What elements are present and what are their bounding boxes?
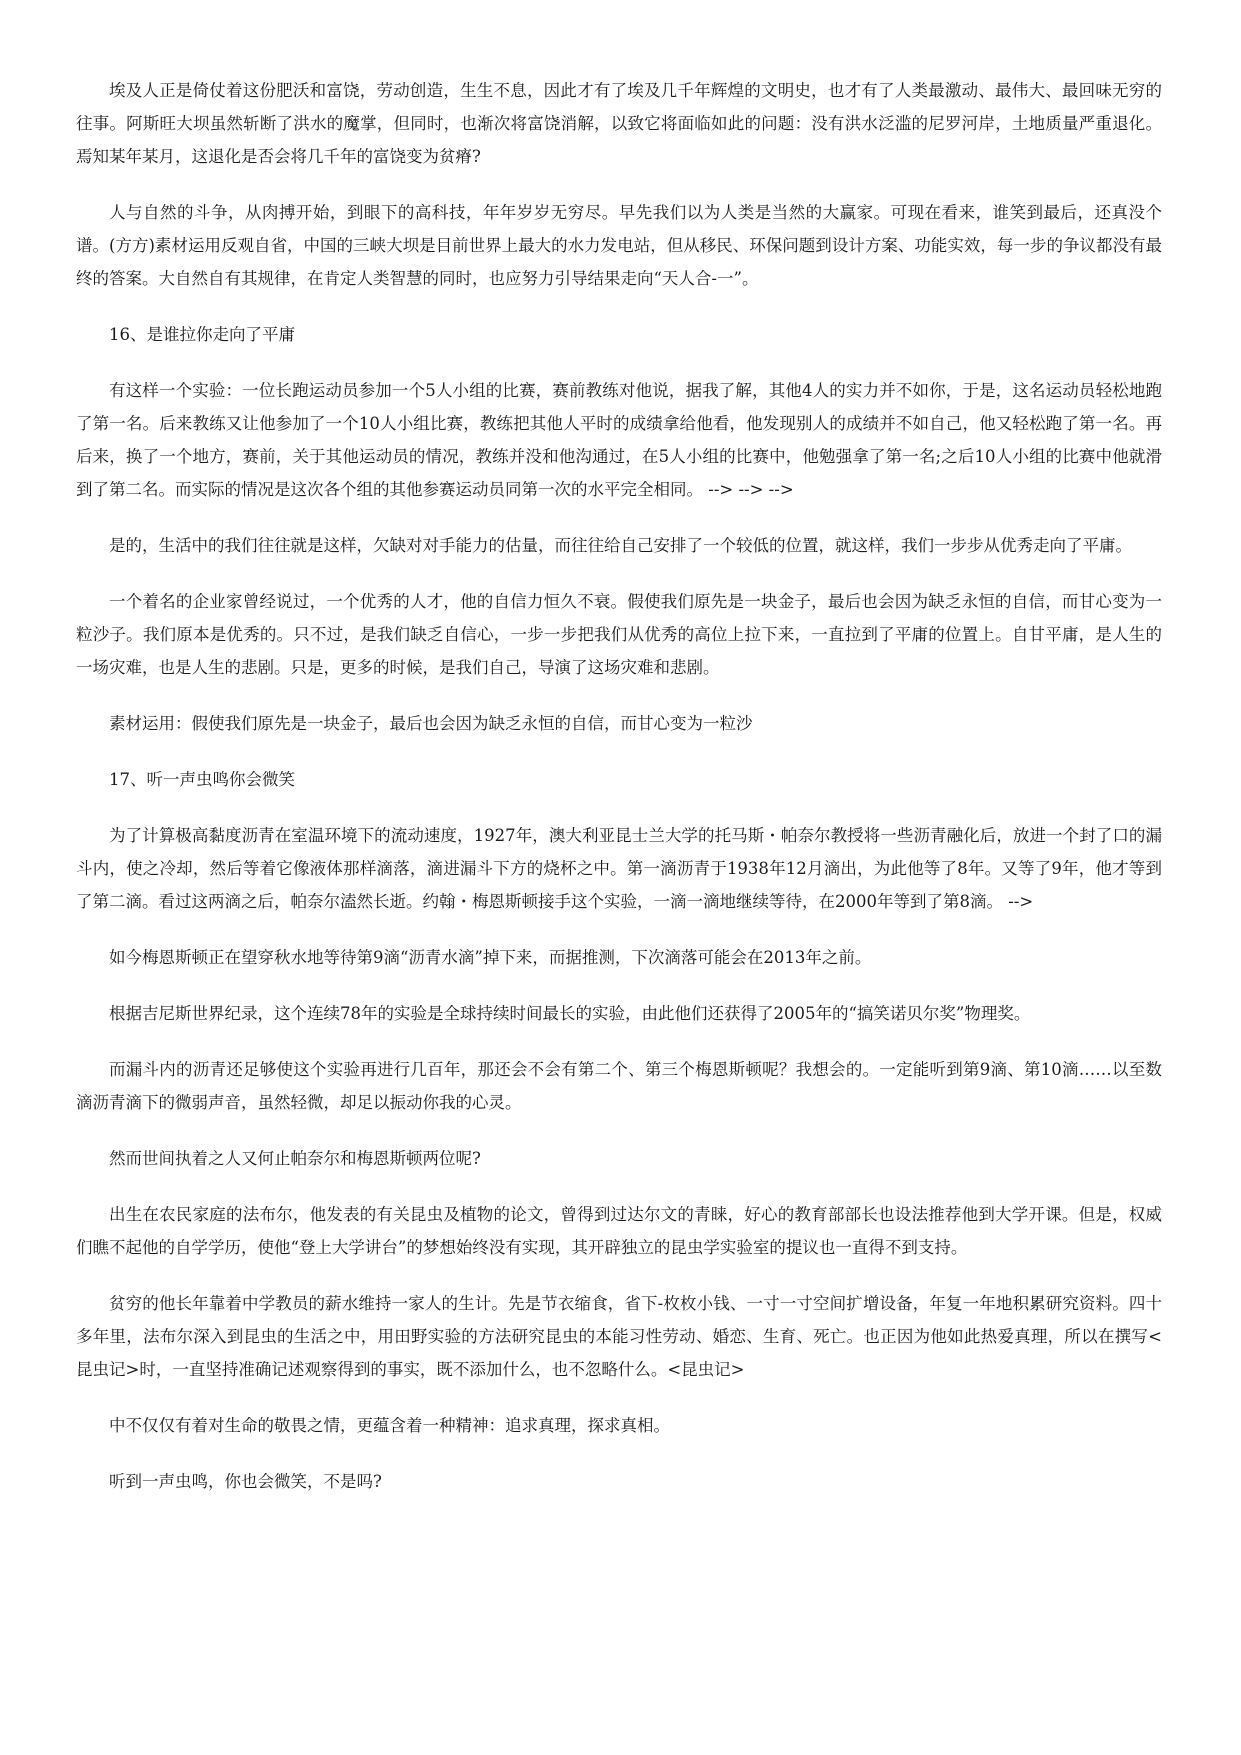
paragraph-egypt-fertility: 埃及人正是倚仗着这份肥沃和富饶，劳动创造，生生不息，因此才有了埃及几千年辉煌的文明史，也才有了人类最激动、最伟大、最回味无穷的往事。阿斯旺大坝虽然斩断了洪水的魔掌，但同时，也渐次将富饶消解，以致它将面临如此的问题：没有洪水泛滥的尼罗河岸，土地质量严重退化。焉知某年某月，这退化是否会将几千年的富饶变为贫瘠? <box>76 81 1162 166</box>
section-heading-17: 17、听一声虫鸣你会微笑 <box>109 770 295 789</box>
paragraph-pitch-drop: 为了计算极高黏度沥青在室温环境下的流动速度，1927年，澳大利亚昆士兰大学的托马斯・帕奈尔教授将一些沥青融化后，放进一个封了口的漏斗内，使之冷却，然后等着它像液体那样滴落，滴进漏斗下方的烧杯之中。第一滴沥青于1938年12月滴出，为此他等了8年。又等了9年，他才等到了第二滴。看过这两滴之后，帕奈尔溘然长逝。约翰・梅恩斯顿接手这个实验，一滴一滴地继续等待，在2000年等到了第8滴。 --> <box>76 826 1162 911</box>
paragraph-material-use-gold: 素材运用：假使我们原先是一块金子，最后也会因为缺乏永恒的自信，而甘心变为一粒沙 <box>109 714 753 733</box>
paragraph-fabre-birth: 出生在农民家庭的法布尔，他发表的有关昆虫及植物的论文，曾得到过达尔文的青睐，好心的教育部部长也设法推荐他到大学开课。但是，权威们瞧不起他的自学学历，使他“登上大学讲台”的梦想始终没有实现，其开辟独立的昆虫学实验室的提议也一直得不到支持。 <box>76 1205 1162 1257</box>
paragraph-persistent-people: 然而世间执着之人又何止帕奈尔和梅恩斯顿两位呢? <box>109 1149 481 1168</box>
paragraph-hundreds-of-years: 而漏斗内的沥青还足够使这个实验再进行几百年，那还会不会有第二个、第三个梅恩斯顿呢？我想会的。一定能听到第9滴、第10滴……以至数滴沥青滴下的微弱声音，虽然轻微，却足以振动你我的心灵。 <box>76 1060 1162 1112</box>
paragraph-fabre-spirit: 中不仅仅有着对生命的敬畏之情，更蕴含着一种精神：追求真理，探求真相。 <box>109 1416 670 1435</box>
paragraph-entrepreneur-quote: 一个着名的企业家曾经说过，一个优秀的人才，他的自信力恒久不衰。假使我们原先是一块金子，最后也会因为缺乏永恒的自信，而甘心变为一粒沙子。我们原本是优秀的。只不过，是我们缺乏自信心，一步一步把我们从优秀的高位上拉下来，一直拉到了平庸的位置上。自甘平庸，是人生的一场灾难，也是人生的悲剧。只是，更多的时候，是我们自己，导演了这场灾难和悲剧。 <box>76 592 1162 677</box>
section-heading-16: 16、是谁拉你走向了平庸 <box>109 325 295 344</box>
document-body <box>76 74 1162 1521</box>
paragraph-guinness-record: 根据吉尼斯世界纪录，这个连续78年的实验是全球持续时间最长的实验，由此他们还获得了2005年的“搞笑诺贝尔奖”物理奖。 <box>109 1004 1031 1023</box>
paragraph-toward-mediocrity: 是的，生活中的我们往往就是这样，欠缺对对手能力的估量，而往往给自己安排了一个较低的位置，就这样，我们一步步从优秀走向了平庸。 <box>109 536 1132 555</box>
paragraph-runner-experiment: 有这样一个实验：一位长跑运动员参加一个5人小组的比赛，赛前教练对他说，据我了解，其他4人的实力并不如你，于是，这名运动员轻松地跑了第一名。后来教练又让他参加了一个10人小组比赛，教练把其他人平时的成绩拿给他看，他发现别人的成绩并不如自己，他又轻松跑了第一名。再后来，换了一个地方，赛前，关于其他运动员的情况，教练并没和他沟通过，在5人小组的比赛中，他勉强拿了第一名;之后10人小组的比赛中他就滑到了第二名。而实际的情况是这次各个组的其他参赛运动员同第一次的水平完全相同。 --> --> --> <box>76 381 1162 499</box>
paragraph-closing: 听到一声虫鸣，你也会微笑，不是吗? <box>109 1472 382 1491</box>
paragraph-man-vs-nature: 人与自然的斗争，从肉搏开始，到眼下的高科技，年年岁岁无穷尽。早先我们以为人类是当然的大赢家。可现在看来，谁笑到最后，还真没个谱。(方方)素材运用反观自省，中国的三峡大坝是目前世界上最大的水力发电站，但从移民、环保问题到设计方案、功能实效，每一步的争议都没有最终的答案。大自然自有其规律，在肯定人类智慧的同时，也应努力引导结果走向“天人合-一”。 <box>76 203 1162 288</box>
paragraph-fabre-poverty: 贫穷的他长年靠着中学教员的薪水维持一家人的生计。先是节衣缩食，省下-枚枚小钱、一寸一寸空间扩增设备，年复一年地积累研究资料。四十多年里，法布尔深入到昆虫的生活之中，用田野实验的方法研究昆虫的本能习性劳动、婚恋、生育、死亡。也正因为他如此热爱真理，所以在撰写<昆虫记>时，一直坚持准确记述观察得到的事实，既不添加什么，也不忽略什么。<昆虫记> <box>76 1294 1162 1379</box>
paragraph-ninth-drop: 如今梅恩斯顿正在望穿秋水地等待第9滴“沥青水滴”掉下来，而据推测，下次滴落可能会在2013年之前。 <box>109 948 872 967</box>
